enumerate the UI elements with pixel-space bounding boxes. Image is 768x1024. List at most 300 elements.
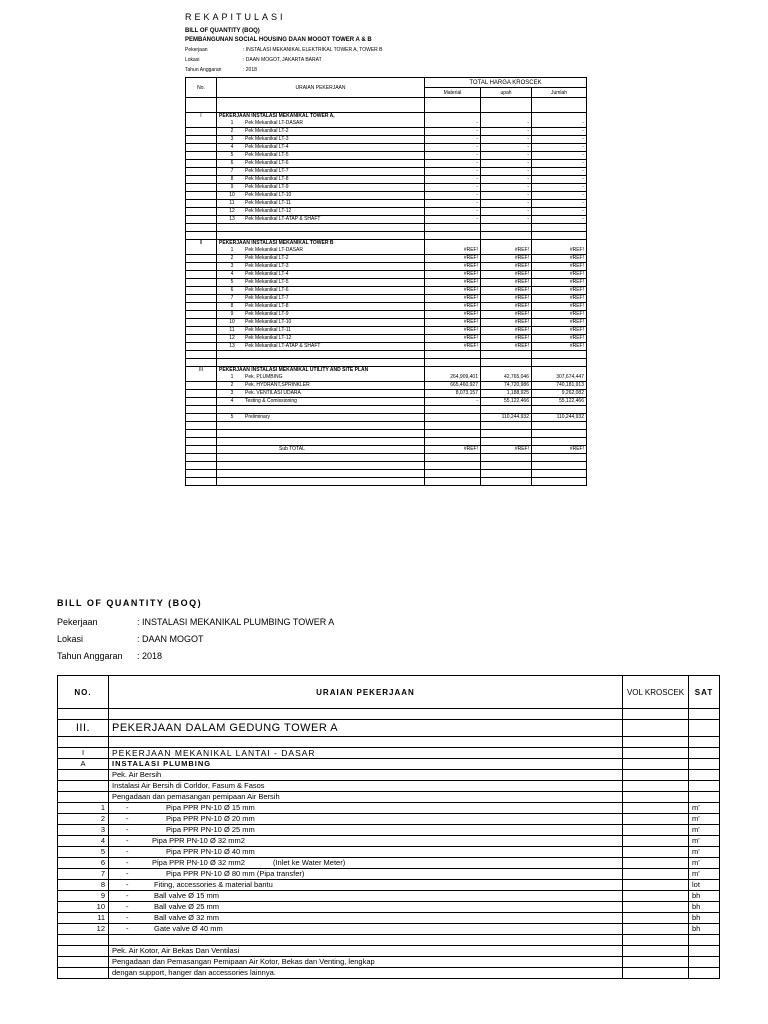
item-desc: Ball valve Ø 25 mm bbox=[154, 902, 220, 911]
cell bbox=[186, 168, 217, 176]
table-row bbox=[186, 295, 587, 303]
material-value: - bbox=[425, 120, 481, 128]
item-no: 2 bbox=[230, 382, 234, 388]
subsection-no: I bbox=[58, 748, 109, 759]
item-desc: Ball valve Ø 15 mm bbox=[154, 891, 220, 900]
item-no: 9 bbox=[230, 184, 234, 190]
cell bbox=[689, 792, 720, 803]
cell bbox=[425, 367, 481, 375]
table-row bbox=[186, 232, 587, 240]
cell bbox=[481, 438, 532, 446]
cell bbox=[623, 737, 689, 748]
cell bbox=[186, 311, 217, 319]
item-no: 3 bbox=[58, 825, 109, 836]
item-no: 8 bbox=[58, 880, 109, 891]
upah-value: #REF! bbox=[481, 247, 532, 255]
item-no: 11 bbox=[229, 327, 235, 333]
cell bbox=[532, 470, 587, 478]
table-row bbox=[58, 737, 720, 748]
item-desc: Pek Mekanikal LT-2 bbox=[245, 255, 289, 261]
item-no: 7 bbox=[58, 869, 109, 880]
table-row bbox=[58, 770, 720, 781]
item-no: 10 bbox=[229, 192, 235, 198]
cell bbox=[186, 128, 217, 136]
table-row bbox=[186, 414, 587, 422]
col-upah: upah bbox=[481, 88, 532, 98]
item-dash: - bbox=[126, 858, 129, 867]
item-desc: Pipa PPR PN-10 Ø 80 mm (Pipa transfer) bbox=[166, 869, 305, 878]
jumlah-value: #REF! bbox=[532, 263, 587, 271]
cell bbox=[623, 847, 689, 858]
upah-value: - bbox=[481, 144, 532, 152]
item-no: 1 bbox=[230, 120, 234, 126]
cell bbox=[532, 113, 587, 121]
item-desc: Pek Mekanikal LT-4 bbox=[245, 271, 289, 277]
cell bbox=[425, 422, 481, 430]
item-desc: Preliminary bbox=[245, 414, 271, 420]
cell bbox=[481, 98, 532, 106]
field-lokasi: Lokasi : DAAN MOGOT, JAKARTA BARAT bbox=[185, 57, 322, 63]
col-uraian: URAIAN PEKERJAAN bbox=[217, 78, 425, 98]
item-no: 3 bbox=[230, 136, 234, 142]
cell bbox=[186, 200, 217, 208]
item-desc: Pek Mekanikal LT-5 bbox=[245, 152, 289, 158]
cell bbox=[186, 224, 217, 232]
table-row bbox=[58, 825, 720, 836]
item-cell bbox=[109, 814, 623, 825]
upah-value: 74,720,986 bbox=[481, 382, 532, 390]
cell bbox=[186, 462, 217, 470]
cell bbox=[186, 319, 217, 327]
cell bbox=[623, 814, 689, 825]
section-title: PEKERJAAN INSTALASI MEKANIKAL TOWER A, bbox=[217, 113, 425, 121]
item-no: 2 bbox=[230, 128, 234, 134]
table-row bbox=[186, 406, 587, 414]
table-row bbox=[58, 836, 720, 847]
upah-value: 1,188,925 bbox=[481, 390, 532, 398]
cell bbox=[186, 351, 217, 359]
cell bbox=[532, 367, 587, 375]
item-desc: Fiting, accessories & material bantu bbox=[154, 880, 273, 889]
jumlah-value: #REF! bbox=[532, 327, 587, 335]
item-cell bbox=[217, 184, 425, 192]
item-desc: Pipa PPR PN-10 Ø 40 mm bbox=[166, 847, 255, 856]
item-cell bbox=[217, 152, 425, 160]
upah-value: #REF! bbox=[481, 335, 532, 343]
item-desc: Pek Mekanikal LT-8 bbox=[245, 303, 289, 309]
table-row bbox=[186, 98, 587, 106]
item-unit: m' bbox=[689, 836, 720, 847]
material-value: #REF! bbox=[425, 311, 481, 319]
upah-value: - bbox=[481, 216, 532, 224]
item-unit: m' bbox=[689, 847, 720, 858]
item-cell bbox=[217, 192, 425, 200]
item-desc: Pek Mekanikal LT-DASAR bbox=[245, 247, 303, 253]
cell bbox=[532, 359, 587, 367]
cell bbox=[186, 295, 217, 303]
jumlah-value: - bbox=[532, 152, 587, 160]
jumlah-value: #REF! bbox=[532, 279, 587, 287]
doc-title: BILL OF QUANTITY (BOQ) bbox=[185, 28, 260, 34]
item-no: 3 bbox=[230, 390, 234, 396]
boq-sheet bbox=[57, 598, 719, 979]
table-row bbox=[186, 478, 587, 486]
material-value: - bbox=[425, 184, 481, 192]
section-title: PEKERJAAN INSTALASI MEKANIKAL TOWER B bbox=[217, 240, 425, 248]
cell bbox=[532, 105, 587, 113]
table-row bbox=[186, 128, 587, 136]
item-no: 4 bbox=[230, 144, 234, 150]
jumlah-value: 307,674,447 bbox=[532, 374, 587, 382]
cell bbox=[58, 770, 109, 781]
item-dash: - bbox=[126, 924, 129, 933]
table-row bbox=[186, 136, 587, 144]
jumlah-value: - bbox=[532, 168, 587, 176]
item-no: 9 bbox=[58, 891, 109, 902]
table-row bbox=[58, 935, 720, 946]
item-dash: - bbox=[126, 847, 129, 856]
item-desc: Testing & Comissioning bbox=[245, 398, 297, 404]
cell bbox=[186, 152, 217, 160]
item-cell bbox=[217, 295, 425, 303]
cell bbox=[186, 478, 217, 486]
item-no: 7 bbox=[230, 168, 234, 174]
group-no: A bbox=[58, 759, 109, 770]
cell bbox=[58, 946, 109, 957]
jumlah-value: - bbox=[532, 208, 587, 216]
cell bbox=[532, 98, 587, 106]
table-row bbox=[186, 176, 587, 184]
table-row bbox=[58, 709, 720, 720]
cell bbox=[186, 176, 217, 184]
item-desc: Pek Mekanikal LT-7 bbox=[245, 295, 289, 301]
cell bbox=[689, 968, 720, 979]
cell bbox=[186, 422, 217, 430]
item-cell bbox=[217, 176, 425, 184]
item-unit: m' bbox=[689, 803, 720, 814]
cell bbox=[217, 351, 425, 359]
project-title: PEMBANGUNAN SOCIAL HOUSING DAAN MOGOT TOWER A & B bbox=[185, 37, 372, 43]
cell bbox=[425, 105, 481, 113]
item-no: 4 bbox=[58, 836, 109, 847]
table-row bbox=[58, 902, 720, 913]
item-dash: - bbox=[126, 880, 129, 889]
cell bbox=[623, 869, 689, 880]
cell bbox=[217, 430, 425, 438]
cell bbox=[689, 759, 720, 770]
field-pekerjaan: Pekerjaan : INSTALASI MEKANIKAL ELEKTRIKAL TOWER A, TOWER B bbox=[185, 47, 383, 53]
cell bbox=[623, 781, 689, 792]
section-title: PEKERJAAN DALAM GEDUNG TOWER A bbox=[109, 720, 623, 737]
upah-value: - bbox=[481, 208, 532, 216]
cell bbox=[186, 136, 217, 144]
table-row bbox=[186, 263, 587, 271]
table-row bbox=[186, 446, 587, 454]
item-cell bbox=[217, 303, 425, 311]
item-no: 12 bbox=[229, 208, 235, 214]
material-value: #REF! bbox=[425, 303, 481, 311]
cell bbox=[186, 438, 217, 446]
cell bbox=[186, 335, 217, 343]
subsection-title: PEKERJAAN MEKANIKAL LANTAI - DASAR bbox=[109, 748, 623, 759]
recap-body bbox=[186, 98, 587, 486]
cell bbox=[217, 406, 425, 414]
material-value: #REF! bbox=[425, 343, 481, 351]
field-tahun: Tahun Anggaran : 2018 bbox=[185, 67, 257, 73]
cell bbox=[186, 98, 217, 106]
item-no: 4 bbox=[230, 271, 234, 277]
item-unit: bh bbox=[689, 924, 720, 935]
material-value: - bbox=[425, 192, 481, 200]
jumlah-value: - bbox=[532, 200, 587, 208]
upah-value: - bbox=[481, 184, 532, 192]
section-no: III bbox=[186, 367, 217, 375]
table-row bbox=[186, 303, 587, 311]
item-no: 1 bbox=[230, 247, 234, 253]
item-no: 4 bbox=[230, 398, 234, 404]
boq-body bbox=[58, 709, 720, 979]
item-no: 12 bbox=[229, 335, 235, 341]
table-row bbox=[186, 470, 587, 478]
jumlah-value: #REF! bbox=[532, 303, 587, 311]
item-desc: Pipa PPR PN-10 Ø 32 mm2 bbox=[152, 858, 245, 867]
table-row bbox=[186, 216, 587, 224]
table-row bbox=[186, 351, 587, 359]
col-jumlah: Jumlah bbox=[532, 88, 587, 98]
item-unit: m' bbox=[689, 858, 720, 869]
cell bbox=[217, 105, 425, 113]
item-desc: Pek Mekanikal LT-8 bbox=[245, 176, 289, 182]
cell bbox=[186, 120, 217, 128]
item-desc: Pipa PPR PN-10 Ø 32 mm2 bbox=[152, 836, 245, 845]
cell bbox=[481, 113, 532, 121]
cell bbox=[186, 406, 217, 414]
item-unit: bh bbox=[689, 913, 720, 924]
cell bbox=[532, 462, 587, 470]
table-row bbox=[186, 319, 587, 327]
material-value: - bbox=[425, 176, 481, 184]
material-value: - bbox=[425, 128, 481, 136]
cell bbox=[425, 224, 481, 232]
item-cell bbox=[217, 390, 425, 398]
cell bbox=[217, 438, 425, 446]
table-row bbox=[58, 957, 720, 968]
table-row bbox=[186, 271, 587, 279]
group-title: INSTALASI PLUMBING bbox=[109, 759, 623, 770]
table-row bbox=[186, 287, 587, 295]
cell bbox=[481, 351, 532, 359]
item-dash: - bbox=[126, 902, 129, 911]
cell bbox=[217, 232, 425, 240]
item-desc: Pek Mekanikal LT-9 bbox=[245, 184, 289, 190]
item-dash: - bbox=[126, 836, 129, 845]
item-cell bbox=[217, 398, 425, 406]
cell bbox=[186, 216, 217, 224]
material-value: #REF! bbox=[425, 263, 481, 271]
item-desc: Pek Mekanikal LT-ATAP & SHAFT bbox=[245, 343, 321, 349]
upah-value: - bbox=[481, 176, 532, 184]
material-value: - bbox=[425, 144, 481, 152]
item-no: 5 bbox=[230, 279, 234, 285]
table-row bbox=[186, 279, 587, 287]
cell bbox=[623, 858, 689, 869]
item-no: 13 bbox=[229, 343, 235, 349]
cell bbox=[186, 279, 217, 287]
cell bbox=[623, 935, 689, 946]
item-dash: - bbox=[126, 913, 129, 922]
item-cell bbox=[109, 891, 623, 902]
cell bbox=[623, 957, 689, 968]
table-row bbox=[186, 390, 587, 398]
table-row bbox=[58, 858, 720, 869]
table-row bbox=[186, 152, 587, 160]
cell bbox=[217, 478, 425, 486]
cell bbox=[186, 382, 217, 390]
table-row bbox=[58, 759, 720, 770]
material-value: - bbox=[425, 168, 481, 176]
cell bbox=[689, 781, 720, 792]
material-value: #REF! bbox=[425, 279, 481, 287]
table-row bbox=[58, 792, 720, 803]
cell bbox=[425, 351, 481, 359]
cell bbox=[58, 968, 109, 979]
item-cell bbox=[217, 247, 425, 255]
description-line: Pengadaan dan pemasangan pemipaan Air Bersih bbox=[109, 792, 623, 803]
jumlah-value: - bbox=[532, 184, 587, 192]
cell bbox=[481, 105, 532, 113]
jumlah-value: #REF! bbox=[532, 311, 587, 319]
upah-value: - bbox=[481, 128, 532, 136]
cell bbox=[186, 359, 217, 367]
material-value: 8,073,157 bbox=[425, 390, 481, 398]
material-value: - bbox=[425, 216, 481, 224]
jumlah-value: - bbox=[532, 192, 587, 200]
material-value: #REF! bbox=[425, 287, 481, 295]
cell bbox=[623, 946, 689, 957]
section-no: I bbox=[186, 113, 217, 121]
table-row bbox=[58, 913, 720, 924]
material-value: #REF! bbox=[425, 247, 481, 255]
subtotal-jumlah: #REF! bbox=[532, 446, 587, 454]
item-no: 6 bbox=[58, 858, 109, 869]
item-desc: Pek Mekanikal LT-5 bbox=[245, 279, 289, 285]
upah-value: 110,244,932 bbox=[481, 414, 532, 422]
item-cell bbox=[109, 869, 623, 880]
cell bbox=[425, 406, 481, 414]
cell bbox=[109, 709, 623, 720]
item-desc: Pek Mekanikal LT-DASAR bbox=[245, 120, 303, 126]
upah-value: - bbox=[481, 136, 532, 144]
table-row bbox=[58, 880, 720, 891]
material-value: #REF! bbox=[425, 271, 481, 279]
item-no: 10 bbox=[229, 319, 235, 325]
material-value: #REF! bbox=[425, 335, 481, 343]
cell bbox=[217, 359, 425, 367]
recap-sheet bbox=[185, 12, 585, 486]
item-dash: - bbox=[126, 869, 129, 878]
table-row bbox=[186, 422, 587, 430]
upah-value: - bbox=[481, 200, 532, 208]
table-row bbox=[186, 398, 587, 406]
item-desc: Pek Mekanikal LT-12 bbox=[245, 208, 292, 214]
cell bbox=[481, 240, 532, 248]
upah-value: - bbox=[481, 168, 532, 176]
item-no: 10 bbox=[58, 902, 109, 913]
item-desc: Pek Mekanikal LT-6 bbox=[245, 160, 289, 166]
cell bbox=[689, 709, 720, 720]
jumlah-value: #REF! bbox=[532, 335, 587, 343]
item-no: 8 bbox=[230, 303, 234, 309]
cell bbox=[623, 759, 689, 770]
item-no: 5 bbox=[58, 847, 109, 858]
upah-value: #REF! bbox=[481, 343, 532, 351]
item-no: 5 bbox=[230, 152, 234, 158]
upah-value: #REF! bbox=[481, 327, 532, 335]
table-row bbox=[186, 105, 587, 113]
item-cell bbox=[217, 271, 425, 279]
cell bbox=[217, 98, 425, 106]
table-row bbox=[186, 374, 587, 382]
cell bbox=[481, 406, 532, 414]
boq-col-sat: SAT bbox=[689, 676, 720, 709]
item-cell bbox=[217, 255, 425, 263]
item-unit: bh bbox=[689, 902, 720, 913]
table-row bbox=[58, 781, 720, 792]
cell bbox=[186, 247, 217, 255]
jumlah-value: #REF! bbox=[532, 271, 587, 279]
cell bbox=[425, 359, 481, 367]
table-row bbox=[186, 168, 587, 176]
item-cell bbox=[217, 343, 425, 351]
table-row bbox=[186, 224, 587, 232]
material-value: - bbox=[425, 398, 481, 406]
jumlah-value: #REF! bbox=[532, 255, 587, 263]
item-dash: - bbox=[126, 825, 129, 834]
table-row bbox=[186, 144, 587, 152]
cell bbox=[532, 351, 587, 359]
cell bbox=[109, 737, 623, 748]
cell bbox=[689, 770, 720, 781]
item-desc: Pek. HYDRANT,SPRINKLER bbox=[245, 382, 310, 388]
item-no: 2 bbox=[230, 255, 234, 261]
item-desc: Pek Mekanikal LT-12 bbox=[245, 335, 292, 341]
material-value: - bbox=[425, 152, 481, 160]
item-cell bbox=[217, 128, 425, 136]
item-desc: Pek Mekanikal LT-11 bbox=[245, 200, 291, 206]
item-cell bbox=[109, 902, 623, 913]
col-total: TOTAL HARGA KROSCEK bbox=[425, 78, 587, 88]
item-desc: Ball valve Ø 32 mm bbox=[154, 913, 220, 922]
table-row bbox=[186, 192, 587, 200]
item-desc: Pek. VENTILASI UDARA bbox=[245, 390, 301, 396]
material-value: #REF! bbox=[425, 295, 481, 303]
item-cell bbox=[109, 913, 623, 924]
jumlah-value: - bbox=[532, 160, 587, 168]
cell bbox=[532, 438, 587, 446]
boq-table bbox=[57, 675, 720, 979]
cell bbox=[481, 430, 532, 438]
cell bbox=[689, 737, 720, 748]
item-cell bbox=[217, 287, 425, 295]
cell bbox=[481, 359, 532, 367]
jumlah-value: #REF! bbox=[532, 247, 587, 255]
cell bbox=[58, 935, 109, 946]
upah-value: - bbox=[481, 192, 532, 200]
item-cell bbox=[217, 335, 425, 343]
boq-col-no: NO. bbox=[58, 676, 109, 709]
cell bbox=[186, 105, 217, 113]
cell bbox=[186, 303, 217, 311]
